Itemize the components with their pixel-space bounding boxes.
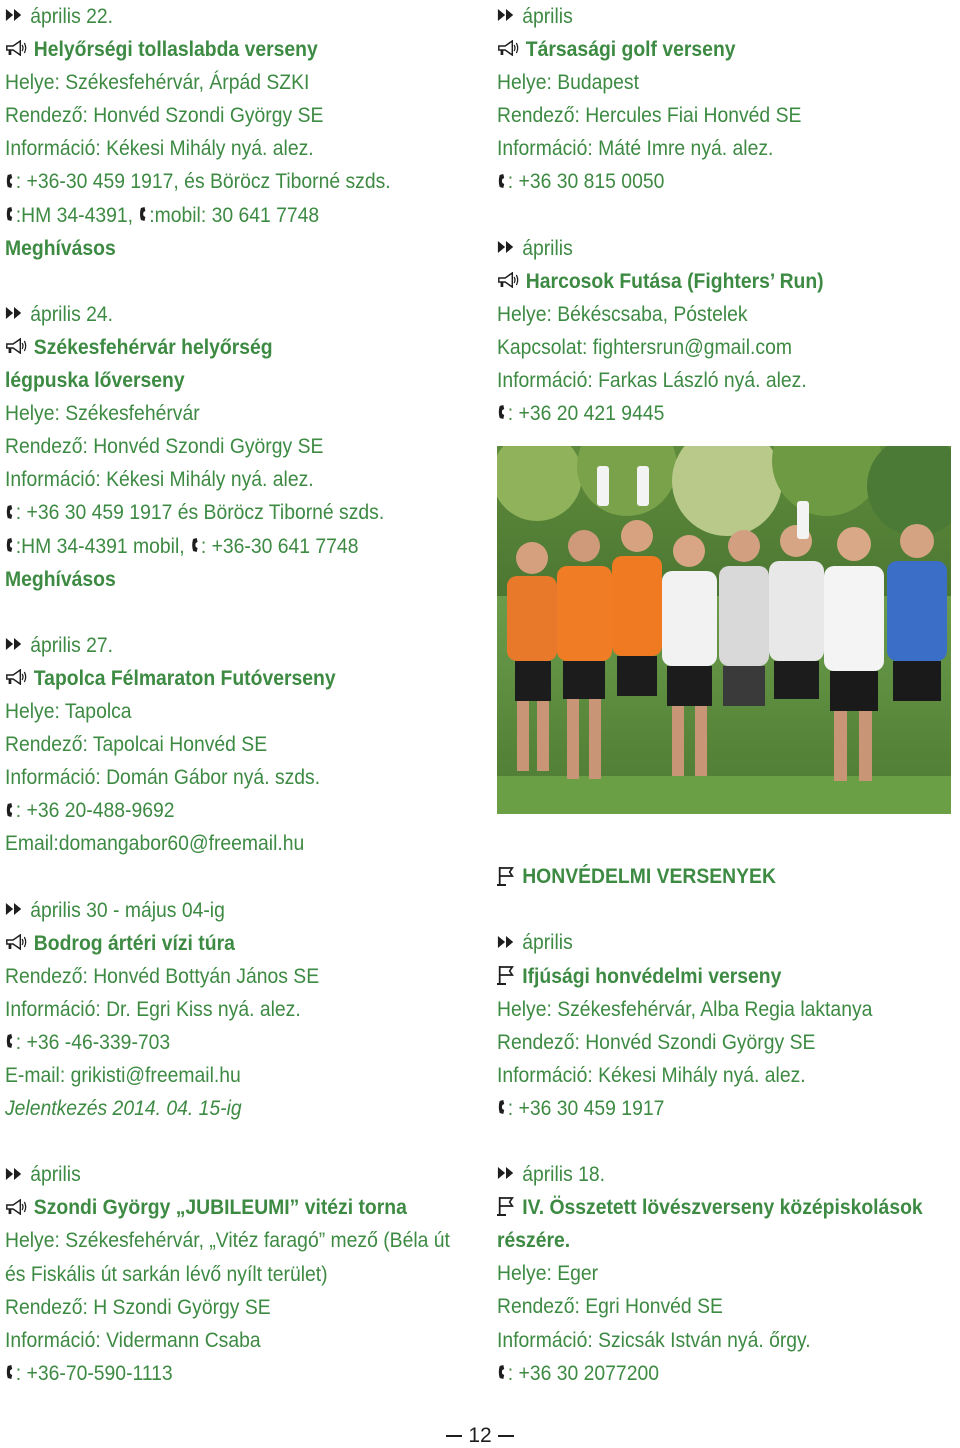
event-phone-mobile: :mobil: 30 641 7748 [149,202,320,227]
group-photo-runners [497,446,951,814]
phone-icon [497,404,506,420]
phone-icon [190,537,199,553]
event-place: Helye: Eger [497,1261,599,1286]
event-organizer: Rendező: Honvéd Szondi György SE [497,1029,816,1054]
event-legpuska [5,298,475,596]
double-arrow-icon [5,8,25,22]
event-organizer: Rendező: Honvéd Bottyán János SE [5,963,320,988]
event-phone: : +36 20 421 9445 [507,401,665,426]
double-arrow-icon [5,1167,25,1181]
event-title: Ifjúsági honvédelmi verseny [522,963,782,988]
event-title: Tapolca Félmaraton Futóverseny [33,665,336,690]
event-info: Információ: Dr. Egri Kiss nyá. alez. [5,996,301,1021]
event-title-line [5,1191,428,1224]
event-title-cont: légpuska lőverseny [5,368,185,393]
event-place: Helye: Székesfehérvár, Árpád SZKI [5,70,310,95]
phone-icon [5,173,14,189]
event-date-line [5,298,428,331]
event-place: Helye: Budapest [497,70,639,95]
phone-icon [5,504,14,520]
event-info: Információ: Kékesi Mihály nyá. alez. [497,1062,806,1087]
flag-icon [497,866,517,886]
phone-icon [5,537,14,553]
double-arrow-icon [497,935,517,949]
event-title-line [497,33,911,66]
event-date: április 27. [30,632,114,657]
event-info: Információ: Farkas László nyá. alez. [497,368,807,393]
event-note: Meghívásos [5,235,116,260]
event-tollaslabda [5,0,475,265]
megaphone-icon [497,272,520,288]
phone-icon [497,1364,506,1380]
event-phone-mobile: : +36-30 641 7748 [200,533,359,558]
event-phone: : +36 30 459 1917 és Böröcz Tiborné szds. [15,500,385,525]
double-arrow-icon [5,902,25,916]
event-place: Helye: Tapolca [5,698,132,723]
page-number: 12 [468,1424,492,1447]
event-phone-hm: :HM 34-4391, [15,202,139,227]
event-organizer: Rendező: Hercules Fiai Honvéd SE [497,103,802,128]
event-phone-line [5,794,428,827]
event-phone: : +36-30 459 1917, és Böröcz Tiborné szds. [15,169,391,194]
event-phone-line-2 [5,199,428,232]
double-arrow-icon [497,240,517,254]
event-info: Információ: Vidermann Csaba [5,1327,261,1352]
event-organizer: Rendező: Honvéd Szondi György SE [5,434,324,459]
section-heading: HONVÉDELMI VERSENYEK [522,864,776,889]
event-organizer: Rendező: Tapolcai Honvéd SE [5,732,268,757]
megaphone-icon [5,338,28,354]
event-loveszverseny [497,1158,957,1390]
event-title-line [5,331,428,364]
page-number-line [430,1424,530,1448]
event-title: Bodrog ártéri vízi túra [33,930,235,955]
megaphone-icon [497,40,520,56]
event-organizer: Rendező: Honvéd Szondi György SE [5,103,324,128]
event-phone: : +36 30 2077200 [507,1360,659,1385]
event-phone-line [497,1357,911,1390]
megaphone-icon [5,40,28,56]
event-title-line [5,662,428,695]
event-info: Információ: Szicsák István nyá. őrgy. [497,1327,811,1352]
event-phone-line [5,1357,428,1390]
event-phone: : +36 20-488-9692 [15,798,175,823]
event-note: Meghívásos [5,566,116,591]
event-date: április 22. [30,4,114,28]
event-phone: : +36 -46-339-703 [15,1029,171,1054]
megaphone-icon [5,1199,28,1215]
event-email: E-mail: grikisti@freemail.hu [5,1063,241,1087]
event-title-line [5,33,428,66]
event-date-line [5,894,428,927]
event-title: Társasági golf verseny [525,37,736,62]
megaphone-icon [5,934,28,950]
section-heading-line [497,860,911,893]
event-date: április 30 - május 04-ig [30,897,225,922]
photo-illustration [497,446,951,814]
megaphone-icon [5,669,28,685]
event-title-line [497,265,911,298]
event-phone: : +36 30 815 0050 [507,169,665,194]
event-title: Szondi György „JUBILEUMI” vitézi torna [33,1195,407,1220]
event-contact: Kapcsolat: fightersrun@gmail.com [497,334,792,359]
event-date-line [5,629,428,662]
phone-icon [5,206,14,222]
event-email: Email:domangabor60@freemail.hu [5,831,305,856]
event-place: Helye: Békéscsaba, Póstelek [497,301,748,326]
event-organizer: Rendező: Egri Honvéd SE [497,1294,723,1319]
double-arrow-icon [497,1166,517,1180]
event-szondi-torna [5,1158,475,1390]
event-date: április 18. [522,1162,606,1187]
double-arrow-icon [5,637,25,651]
flag-icon [497,1196,517,1216]
phone-icon [497,173,506,189]
event-ifjusagi [497,926,957,1125]
flag-icon [497,965,517,985]
left-column [5,0,475,1390]
event-bodrog [5,894,475,1126]
event-date-line [497,0,911,33]
event-phone-line [5,496,428,529]
event-organizer: Rendező: H Szondi György SE [5,1294,271,1319]
event-title: IV. Összetett lövészverseny középiskolások [522,1195,923,1220]
event-golf [497,0,957,199]
event-phone-line [5,1026,428,1059]
event-date: április [522,4,573,28]
event-phone-line [497,165,911,198]
event-title-line [497,1191,923,1224]
event-date-line [497,926,911,959]
double-arrow-icon [497,8,517,22]
event-date-line [5,1158,428,1191]
event-deadline: Jelentkezés 2014. 04. 15-ig [5,1096,242,1121]
event-fighters-run [497,232,957,431]
event-info: Információ: Kékesi Mihály nyá. alez. [5,467,314,492]
event-info: Információ: Kékesi Mihály nyá. alez. [5,136,314,161]
event-phone-hm: :HM 34-4391 mobil, [15,533,191,558]
event-place: Helye: Székesfehérvár [5,401,200,426]
event-info: Információ: Máté Imre nyá. alez. [497,136,774,161]
event-date: április 24. [30,301,114,326]
event-date-line [5,0,428,33]
phone-icon [5,1033,14,1049]
event-phone-line [497,397,911,430]
event-title: Székesfehérvár helyőrség [33,334,273,359]
event-title: Helyőrségi tollaslabda verseny [33,37,318,62]
double-arrow-icon [5,306,25,320]
event-phone-line-2 [5,530,428,563]
event-date: április [30,1162,81,1187]
event-date: április [522,930,573,955]
event-info: Információ: Domán Gábor nyá. szds. [5,765,321,790]
event-phone-line [497,1092,911,1125]
event-title: Harcosok Futása (Fighters’ Run) [525,268,824,293]
event-place: Helye: Székesfehérvár, Alba Regia laktanya [497,996,873,1021]
event-phone: : +36 30 459 1917 [507,1095,665,1120]
event-date: április [522,235,573,260]
event-phone: : +36-70-590-1113 [15,1360,173,1385]
event-date-line [497,1158,911,1191]
event-tapolca [5,629,475,861]
event-title-line [5,927,428,960]
event-title-cont: részére. [497,1228,571,1253]
phone-icon [5,1364,14,1380]
event-phone-line [5,165,428,198]
event-date-line [497,232,911,265]
event-place: Helye: Székesfehérvár, „Vitéz faragó” mező (Béla út és Fiskális út sarkán lévő nyílt terület) [5,1228,450,1286]
phone-icon [497,1099,506,1115]
phone-icon [138,206,147,222]
phone-icon [5,802,14,818]
event-title-line [497,960,911,993]
